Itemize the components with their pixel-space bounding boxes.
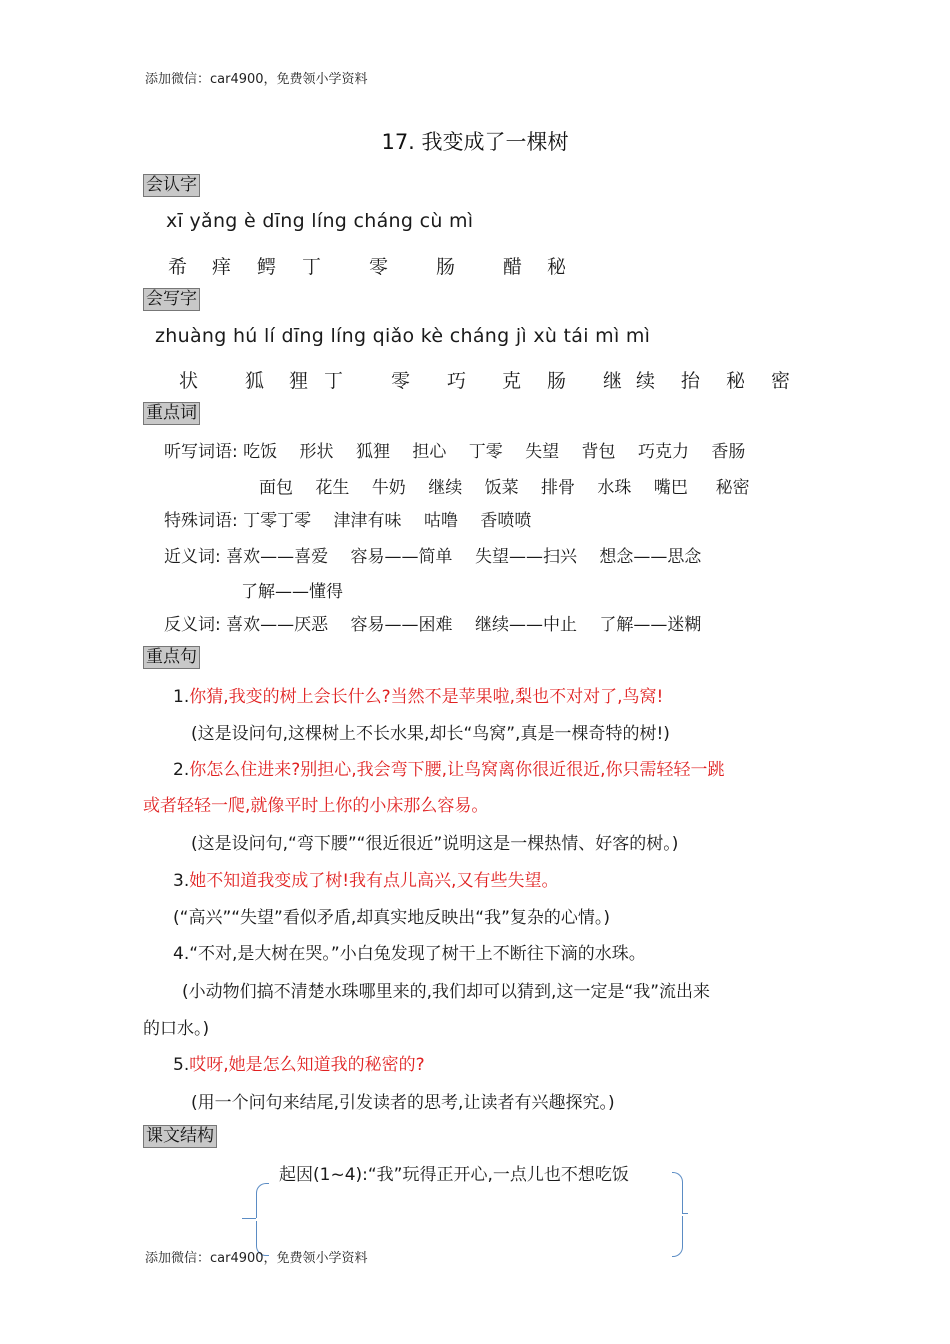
sentence-2 [173, 755, 724, 780]
char: 克 [502, 370, 522, 392]
char: 状 [179, 370, 199, 392]
char: 续 [636, 370, 656, 392]
sentence-2-note: (这是设问句,“弯下腰”“很近很近”说明这是一棵热情、好客的树。) [191, 834, 679, 854]
dictation-words-line1: 听写词语: 吃饭 形状 狐狸 担心 丁零 失望 背包 巧克力 香肠 [164, 442, 746, 462]
char: 秘 [547, 256, 567, 278]
char: 醋 [503, 256, 523, 278]
recognize-chars [0, 252, 950, 278]
section-label-structure: 课文结构 [143, 1125, 217, 1148]
sentence-2-cont: 或者轻轻一爬,就像平时上你的小床那么容易。 [143, 796, 489, 816]
sentence-number: 2. [173, 760, 190, 780]
synonyms-line2: 了解——懂得 [241, 582, 343, 602]
char: 巧 [447, 370, 467, 392]
sentence-text: 你怎么住进来?别担心,我会弯下腰,让鸟窝离你很近很近,你只需轻轻一跳 [189, 760, 725, 780]
sentence-3 [173, 866, 558, 891]
section-label-sentences: 重点句 [143, 646, 200, 669]
synonyms-line1: 近义词: 喜欢——喜爱 容易——简单 失望——扫兴 想念——思念 [164, 547, 702, 567]
sentence-5 [173, 1050, 425, 1075]
char: 丁 [302, 256, 322, 278]
sentence-text: 她不知道我变成了树!我有点儿高兴,又有些失望。 [189, 871, 559, 891]
sentence-1-note: (这是设问句,这棵树上不长水果,却长“鸟窝”,真是一棵奇特的树!) [191, 724, 670, 744]
char: 狸 [289, 370, 309, 392]
char: 鳄 [257, 256, 277, 278]
char: 希 [168, 256, 188, 278]
footer-note: 添加微信：car4900，免费领小学资料 [145, 1251, 368, 1266]
section-label-write: 会写字 [143, 288, 200, 311]
char: 肠 [547, 370, 567, 392]
sentence-text: 哎呀,她是怎么知道我的秘密的? [189, 1055, 425, 1075]
left-brace-icon [256, 1183, 269, 1218]
sentence-5-note: (用一个问句来结尾,引发读者的思考,让读者有兴趣探究。) [191, 1093, 615, 1113]
write-chars [0, 366, 950, 392]
sentence-4-note: (小动物们搞不清楚水珠哪里来的,我们却可以猜到,这一定是“我”流出来 [182, 982, 711, 1002]
sentence-number: 5. [173, 1055, 190, 1075]
char: 抬 [681, 370, 701, 392]
sentence-4-note-cont: 的口水。) [143, 1019, 210, 1039]
antonyms: 反义词: 喜欢——厌恶 容易——困难 继续——中止 了解——迷糊 [164, 615, 702, 635]
char: 狐 [245, 370, 265, 392]
char: 零 [369, 256, 389, 278]
right-brace-icon [672, 1172, 683, 1213]
char: 肠 [436, 256, 456, 278]
right-brace-tip [682, 1213, 688, 1214]
sentence-number: 1. [173, 687, 190, 707]
sentence-4: 4.“不对,是大树在哭。”小白兔发现了树干上不断往下滴的水珠。 [173, 944, 646, 964]
char: 丁 [324, 370, 344, 392]
recognize-pinyin: xī yǎng è dīng líng cháng cù mì [166, 210, 474, 232]
sentence-3-note: (“高兴”“失望”看似矛盾,却真实地反映出“我”复杂的心情。) [173, 908, 611, 928]
sentence-1 [173, 682, 663, 707]
section-label-vocab: 重点词 [143, 402, 200, 425]
sentence-text: 你猜,我变的树上会长什么?当然不是苹果啦,梨也不对对了,鸟窝! [189, 687, 664, 707]
char: 继 [603, 370, 623, 392]
section-label-recognize: 会认字 [143, 174, 200, 197]
structure-cause: 起因(1~4):“我”玩得正开心,一点儿也不想吃饭 [279, 1165, 629, 1185]
dictation-words-line2: 面包 花生 牛奶 继续 饭菜 排骨 水珠 嘴巴 秘密 [259, 478, 750, 498]
special-words: 特殊词语: 丁零丁零 津津有味 咕噜 香喷喷 [164, 511, 532, 531]
char: 密 [771, 370, 791, 392]
page-title: 17. 我变成了一棵树 [381, 130, 569, 154]
char: 零 [391, 370, 411, 392]
right-brace-icon [672, 1216, 683, 1257]
header-note: 添加微信：car4900，免费领小学资料 [145, 72, 368, 87]
write-pinyin: zhuàng hú lí dīng líng qiǎo kè cháng jì xù tái mì mì [155, 325, 651, 347]
char: 秘 [726, 370, 746, 392]
char: 痒 [212, 256, 232, 278]
sentence-number: 3. [173, 871, 190, 891]
left-brace-tip [242, 1218, 256, 1219]
